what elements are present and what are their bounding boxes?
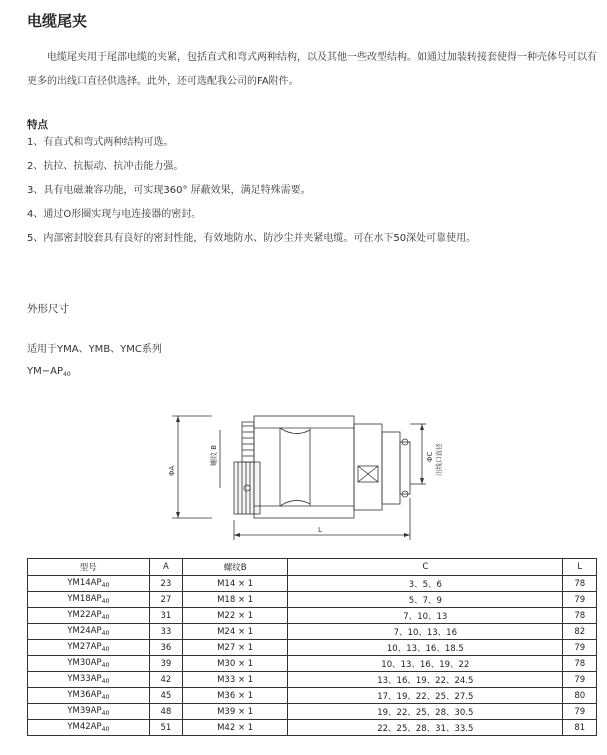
- features-list: [27, 131, 476, 251]
- cell-thread-b: M33 × 1: [183, 672, 288, 688]
- table-row: [28, 576, 597, 592]
- dimension-c-note: 出线口直径: [435, 443, 443, 476]
- intro-paragraph: 电缆尾夹用于尾部电缆的夹紧，包括直式和弯式两种结构，以及其他一些改型结构。如通过加装转接套使得一种壳体号可以有更多的出线口直径供选择。此外，还可选配我公司的FA附件。: [27, 52, 597, 87]
- cell-thread-b: M42 × 1: [183, 720, 288, 736]
- cell-thread-b: M36 × 1: [183, 688, 288, 704]
- model-subscript: 40: [63, 371, 71, 378]
- table-row: [28, 624, 597, 640]
- cell-model: $YM24AP_{40}$: [28, 624, 150, 640]
- cell-l: 79: [563, 640, 597, 656]
- table-row: [28, 656, 597, 672]
- cell-l: 79: [563, 672, 597, 688]
- col-header-a: A: [149, 559, 183, 576]
- cell-thread-b: M27 × 1: [183, 640, 288, 656]
- cell-a: 36: [149, 640, 183, 656]
- table-row: [28, 640, 597, 656]
- cell-a: 27: [149, 592, 183, 608]
- model-label: [27, 366, 71, 378]
- cell-c: 3、5、6: [288, 576, 563, 592]
- cell-l: 81: [563, 720, 597, 736]
- cell-l: 79: [563, 592, 597, 608]
- cell-thread-b: M39 × 1: [183, 704, 288, 720]
- cell-model: $YM18AP_{40}$: [28, 592, 150, 608]
- cell-model: $YM33AP_{40}$: [28, 672, 150, 688]
- table-header-row: [28, 559, 597, 576]
- dimensions-heading: 外形尺寸: [27, 303, 69, 315]
- cell-a: 39: [149, 656, 183, 672]
- features-heading: 特点: [27, 119, 48, 131]
- cell-l: 80: [563, 688, 597, 704]
- cell-c: 17、19、22、25、27.5: [288, 688, 563, 704]
- cell-a: 23: [149, 576, 183, 592]
- col-header-thread-b: 螺纹B: [183, 559, 288, 576]
- connector-drawing: [160, 398, 460, 548]
- feature-item: 2、抗拉、抗振动、抗冲击能力强。: [27, 161, 184, 172]
- cell-model: $YM14AP_{40}$: [28, 576, 150, 592]
- cell-c: 5、7、9: [288, 592, 563, 608]
- feature-item: 1、有直式和弯式两种结构可选。: [27, 137, 174, 148]
- table-row: [28, 720, 597, 736]
- cell-l: 78: [563, 576, 597, 592]
- dimension-l-label: L: [318, 526, 322, 534]
- feature-item: 5、内部密封胶套具有良好的密封性能，有效地防水、防沙尘并夹紧电缆。可在水下50深处可靠使用。: [27, 233, 477, 244]
- cell-a: 45: [149, 688, 183, 704]
- cell-model: $YM30AP_{40}$: [28, 656, 150, 672]
- dimension-a-label: ΦA: [168, 465, 176, 476]
- cell-l: 78: [563, 656, 597, 672]
- cell-c: 13、16、19、22、24.5: [288, 672, 563, 688]
- dimension-c-label: ΦC: [426, 451, 434, 462]
- table-row: [28, 672, 597, 688]
- cell-l: 78: [563, 608, 597, 624]
- table-row: [28, 688, 597, 704]
- cell-c: 19、22、25、28、30.5: [288, 704, 563, 720]
- feature-item: 4、通过O形圈实现与电连接器的密封。: [27, 209, 202, 220]
- feature-item: 3、具有电磁兼容功能，可实现360° 屏蔽效果，满足特殊需要。: [27, 185, 311, 196]
- table-row: [28, 704, 597, 720]
- cell-thread-b: M14 × 1: [183, 576, 288, 592]
- cell-model: $YM39AP_{40}$: [28, 704, 150, 720]
- cell-thread-b: M22 × 1: [183, 608, 288, 624]
- cell-l: 79: [563, 704, 597, 720]
- applies-to-text: 适用于YMA、YMB、YMC系列: [27, 344, 162, 355]
- cell-model: $YM22AP_{40}$: [28, 608, 150, 624]
- cell-c: 7、10、13: [288, 608, 563, 624]
- cell-a: 48: [149, 704, 183, 720]
- col-header-c: C: [288, 559, 563, 576]
- dimension-b-label: 螺纹 B: [210, 444, 218, 466]
- cell-model: $YM42AP_{40}$: [28, 720, 150, 736]
- table-row: [28, 608, 597, 624]
- cell-a: 31: [149, 608, 183, 624]
- cell-c: 22、25、28、31、33.5: [288, 720, 563, 736]
- spec-table: [27, 558, 597, 736]
- cell-l: 82: [563, 624, 597, 640]
- cell-thread-b: M30 × 1: [183, 656, 288, 672]
- cell-c: 7、10、13、16: [288, 624, 563, 640]
- col-header-model: 型号: [28, 559, 150, 576]
- cell-model: $YM36AP_{40}$: [28, 688, 150, 704]
- cell-thread-b: M24 × 1: [183, 624, 288, 640]
- page-title: 电缆尾夹: [27, 12, 88, 30]
- table-row: [28, 592, 597, 608]
- model-main: YM−AP: [27, 366, 63, 377]
- cell-a: 33: [149, 624, 183, 640]
- cell-c: 10、13、16、18.5: [288, 640, 563, 656]
- cell-c: 10、13、16、19、22: [288, 656, 563, 672]
- cell-a: 42: [149, 672, 183, 688]
- col-header-l: L: [563, 559, 597, 576]
- cell-thread-b: M18 × 1: [183, 592, 288, 608]
- cell-a: 51: [149, 720, 183, 736]
- cell-model: $YM27AP_{40}$: [28, 640, 150, 656]
